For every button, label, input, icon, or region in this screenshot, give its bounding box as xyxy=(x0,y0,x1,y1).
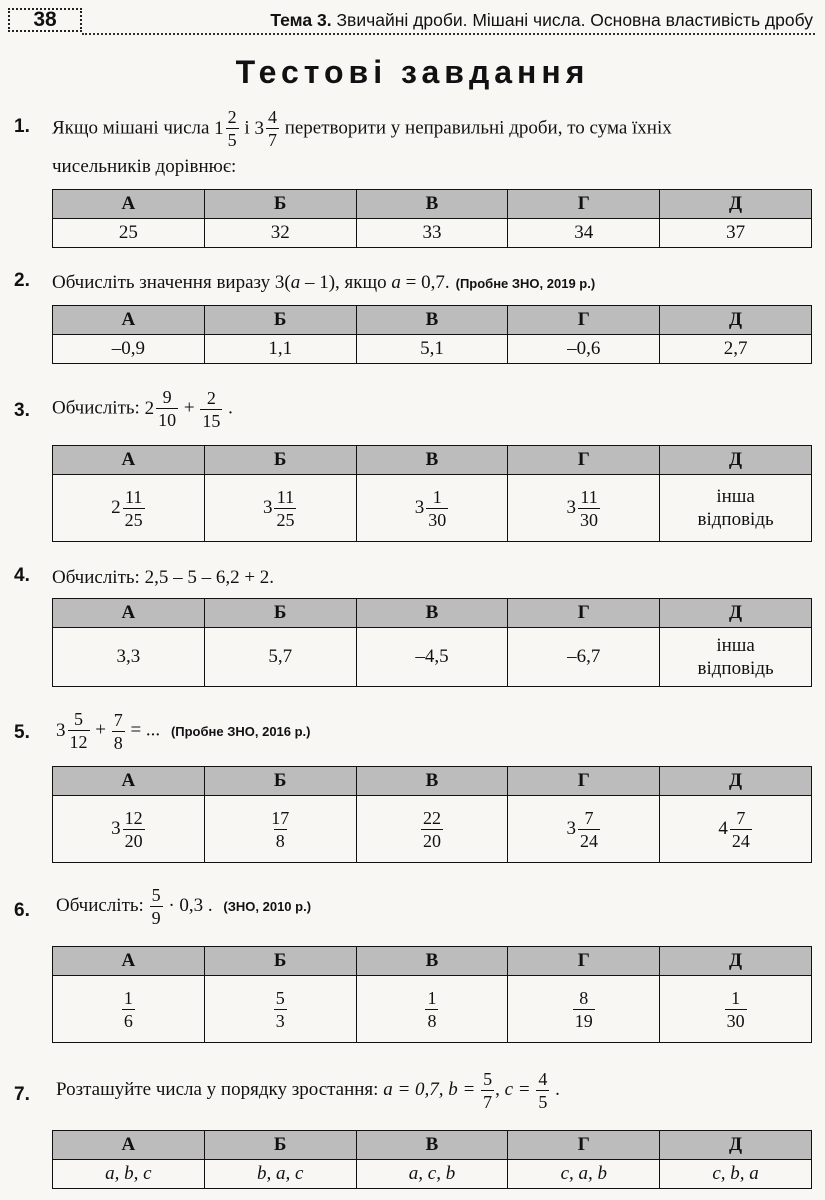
denominator: 20 xyxy=(422,830,441,851)
text-part: Обчисліть значення виразу 3( xyxy=(52,272,291,293)
mixed-number xyxy=(111,809,146,850)
numerator: 1 xyxy=(427,987,437,1008)
option-a: А xyxy=(53,306,205,335)
option-v: В xyxy=(356,1131,508,1160)
text-part: перетворити у неправильні дроби, то сума їхніх xyxy=(284,117,672,139)
answer-table-2 xyxy=(52,305,812,364)
numerator: 5 xyxy=(275,987,285,1008)
answer-v xyxy=(356,796,508,863)
option-b: Б xyxy=(204,190,356,219)
option-d: Д xyxy=(660,1131,812,1160)
denominator: 12 xyxy=(69,732,88,752)
answer-g: 34 xyxy=(508,219,660,248)
other-answer-line1: інша xyxy=(716,486,755,507)
question-text xyxy=(52,108,672,149)
numerator: 12 xyxy=(124,807,143,828)
question-text xyxy=(52,388,233,430)
answer-d xyxy=(660,796,812,863)
topic-prefix: Тема 3. xyxy=(270,10,332,30)
other-answer-line2: відповідь xyxy=(697,658,774,679)
fraction xyxy=(536,1070,549,1111)
option-d: Д xyxy=(660,306,812,335)
text-part: Розташуйте числа у порядку зростання: xyxy=(56,1078,379,1100)
whole-part: 2 xyxy=(111,497,121,518)
answer-v: –4,5 xyxy=(356,628,508,687)
answer-v xyxy=(356,475,508,542)
question-text: Обчисліть: 2,5 – 5 – 6,2 + 2. xyxy=(52,567,275,588)
denominator: 30 xyxy=(428,509,447,530)
numerator: 2 xyxy=(206,387,216,408)
mixed-number xyxy=(254,108,280,149)
denominator: 7 xyxy=(267,130,277,150)
fraction xyxy=(725,989,747,1030)
option-v: В xyxy=(356,306,508,335)
fraction xyxy=(274,989,287,1030)
fraction xyxy=(426,488,448,529)
answer-table-7 xyxy=(52,1130,812,1189)
page-title: Тестові завдання xyxy=(235,54,590,90)
label-c: c = xyxy=(504,1078,531,1100)
answer-d xyxy=(660,976,812,1043)
mixed-number xyxy=(415,488,450,529)
numerator: 22 xyxy=(422,807,441,828)
header-rule xyxy=(82,33,815,35)
answer-g: –6,7 xyxy=(508,628,660,687)
answer-a xyxy=(53,976,205,1043)
answer-g: –0,6 xyxy=(508,335,660,364)
text-part: і xyxy=(244,117,250,139)
fraction xyxy=(425,989,438,1030)
whole-part: 3 xyxy=(566,497,577,518)
denominator: 15 xyxy=(202,410,221,431)
option-g: Г xyxy=(508,947,660,976)
denominator: 20 xyxy=(124,830,143,851)
answer-table-4 xyxy=(52,598,812,687)
numerator: 1 xyxy=(731,987,741,1008)
source-note: (Пробне ЗНО, 2019 р.) xyxy=(455,276,596,291)
whole-part: 3 xyxy=(262,497,273,518)
answer-g xyxy=(508,796,660,863)
text-part: Обчисліть: xyxy=(56,894,144,916)
answer-a: 3,3 xyxy=(53,628,205,687)
numerator: 9 xyxy=(162,387,172,407)
answer-b: 32 xyxy=(204,219,356,248)
answer-a: a, b, c xyxy=(53,1160,205,1189)
option-a: А xyxy=(53,947,205,976)
numerator: 1 xyxy=(123,987,133,1008)
option-a: А xyxy=(53,190,205,219)
denominator: 25 xyxy=(124,509,143,530)
answer-d: c, b, a xyxy=(660,1160,812,1189)
denominator: 10 xyxy=(158,410,177,430)
option-b: Б xyxy=(204,446,356,475)
option-g: Г xyxy=(508,446,660,475)
option-b: Б xyxy=(204,767,356,796)
answer-b xyxy=(204,475,356,542)
period: . xyxy=(228,397,233,419)
mixed-number xyxy=(111,488,146,529)
option-g: Г xyxy=(508,599,660,628)
variable: a xyxy=(290,272,301,293)
mixed-number xyxy=(718,809,753,850)
fraction xyxy=(200,389,222,430)
question-number: 2. xyxy=(14,270,30,291)
option-v: В xyxy=(356,190,508,219)
answer-v: 33 xyxy=(356,219,508,248)
question-number: 6. xyxy=(14,900,30,921)
whole-part: 3 xyxy=(414,497,425,518)
fraction xyxy=(112,711,125,752)
numerator: 11 xyxy=(580,486,598,507)
text-part: Обчисліть: xyxy=(52,397,140,419)
numerator: 7 xyxy=(113,709,123,730)
numerator: 1 xyxy=(432,486,442,507)
answer-d: 2,7 xyxy=(660,335,812,364)
whole-part: 3 xyxy=(566,818,577,839)
answer-b xyxy=(204,796,356,863)
numerator: 5 xyxy=(151,885,161,905)
question-text xyxy=(56,886,311,927)
fraction xyxy=(481,1070,494,1111)
period: . xyxy=(555,1078,560,1100)
denominator: 7 xyxy=(483,1092,493,1112)
text-part: – 1), якщо xyxy=(300,272,392,293)
question-text xyxy=(56,710,311,752)
option-a: А xyxy=(53,767,205,796)
fraction xyxy=(266,108,279,149)
answer-b: b, a, c xyxy=(204,1160,356,1189)
question-text: Розташуйте числа у порядку зростання: a = 0,7, b = $\frac{5}{7}$ , c = $\frac{4}{5}$ . xyxy=(56,1069,560,1112)
fraction xyxy=(226,108,239,149)
numerator: 7 xyxy=(736,807,746,828)
option-g: Г xyxy=(508,306,660,335)
answer-g xyxy=(508,976,660,1043)
fraction xyxy=(156,388,178,429)
fraction xyxy=(578,809,600,850)
numerator: 11 xyxy=(124,486,143,507)
denominator: 24 xyxy=(580,830,599,851)
answer-table-1 xyxy=(52,189,812,248)
topic-title xyxy=(270,10,813,31)
whole-part: 3 xyxy=(56,719,66,741)
answer-a: 25 xyxy=(53,219,205,248)
label-b: b = xyxy=(448,1078,476,1100)
question-text xyxy=(52,270,595,297)
question-number: 3. xyxy=(14,400,30,421)
source-note: (ЗНО, 2010 р.) xyxy=(223,898,312,914)
denominator: 5 xyxy=(227,130,237,150)
operator: + xyxy=(95,719,106,741)
option-v: В xyxy=(356,947,508,976)
numerator: 5 xyxy=(74,709,83,729)
whole-part: 3 xyxy=(111,818,121,839)
answer-d xyxy=(660,475,812,542)
answer-table-5 xyxy=(52,766,812,863)
text-part: Якщо мішані числа xyxy=(52,117,210,139)
whole-part: 4 xyxy=(718,818,728,839)
answer-v: 5,1 xyxy=(356,335,508,364)
variable: a xyxy=(391,272,401,293)
mixed-number xyxy=(56,710,91,751)
answer-b: 5,7 xyxy=(204,628,356,687)
fraction xyxy=(578,488,600,529)
denominator: 8 xyxy=(113,732,123,753)
fraction xyxy=(421,809,443,850)
numerator: 4 xyxy=(267,107,277,127)
answer-b xyxy=(204,976,356,1043)
fraction xyxy=(68,710,90,751)
question-number: 4. xyxy=(14,565,30,586)
denominator: 30 xyxy=(726,1010,745,1031)
numerator: 7 xyxy=(584,807,594,828)
answer-a: –0,9 xyxy=(53,335,205,364)
question-number: 7. xyxy=(14,1084,30,1105)
fraction xyxy=(573,989,595,1030)
answer-d xyxy=(660,628,812,687)
value-a: a = 0,7, xyxy=(383,1078,444,1100)
numerator: 11 xyxy=(276,486,295,507)
answer-g xyxy=(508,475,660,542)
option-a: А xyxy=(53,446,205,475)
option-b: Б xyxy=(204,947,356,976)
mixed-number xyxy=(567,809,602,850)
denominator: 8 xyxy=(427,1010,437,1031)
option-d: Д xyxy=(660,446,812,475)
answer-a xyxy=(53,475,205,542)
denominator: 24 xyxy=(731,830,750,851)
text-part: = 0,7. xyxy=(400,272,450,293)
fraction xyxy=(150,886,163,927)
answer-v: a, c, b xyxy=(356,1160,508,1189)
mixed-number xyxy=(145,388,180,429)
option-d: Д xyxy=(660,767,812,796)
question-number: 1. xyxy=(14,116,30,137)
answer-d: 37 xyxy=(660,219,812,248)
option-b: Б xyxy=(204,599,356,628)
numerator: 4 xyxy=(538,1069,548,1089)
source-note: (Пробне ЗНО, 2016 р.) xyxy=(170,723,311,739)
fraction xyxy=(123,809,145,850)
denominator: 5 xyxy=(538,1092,548,1112)
answer-a xyxy=(53,796,205,863)
question-number: 5. xyxy=(14,722,30,743)
fraction xyxy=(122,989,135,1030)
numerator: 17 xyxy=(271,807,290,828)
option-g: Г xyxy=(508,190,660,219)
option-g: Г xyxy=(508,767,660,796)
denominator: 8 xyxy=(275,830,285,851)
denominator: 19 xyxy=(574,1010,593,1031)
option-v: В xyxy=(356,446,508,475)
answer-table-6 xyxy=(52,946,812,1043)
option-v: В xyxy=(356,767,508,796)
option-d: Д xyxy=(660,947,812,976)
denominator: 30 xyxy=(580,509,599,530)
other-answer-line1: інша xyxy=(716,635,755,656)
option-v: В xyxy=(356,599,508,628)
whole-part: 2 xyxy=(144,397,155,419)
other-answer-line2: відповідь xyxy=(697,509,774,530)
question-text-line2: чисельників дорівнює: xyxy=(52,156,237,177)
mixed-number xyxy=(263,488,298,529)
mixed-number xyxy=(214,108,240,149)
fraction xyxy=(274,488,296,529)
option-b: Б xyxy=(204,306,356,335)
page-header xyxy=(0,0,825,38)
numerator: 2 xyxy=(227,107,237,127)
answer-v xyxy=(356,976,508,1043)
mixed-number xyxy=(567,488,602,529)
denominator: 3 xyxy=(275,1010,285,1031)
option-b: Б xyxy=(204,1131,356,1160)
operator: + xyxy=(183,397,195,419)
answer-table-3 xyxy=(52,445,812,542)
denominator: 6 xyxy=(123,1010,133,1031)
fraction xyxy=(269,809,291,850)
topic-name: Звичайні дроби. Мішані числа. Основна властивість дробу xyxy=(331,10,813,30)
option-d: Д xyxy=(660,190,812,219)
denominator: 9 xyxy=(151,908,161,928)
text-part: · 0,3 . xyxy=(168,894,213,916)
denominator: 25 xyxy=(276,509,295,530)
option-g: Г xyxy=(508,1131,660,1160)
numerator: 5 xyxy=(483,1069,493,1089)
whole-part: 3 xyxy=(254,117,264,139)
option-a: А xyxy=(53,1131,205,1160)
equals-ellipsis: = ... xyxy=(130,719,161,741)
whole-part: 1 xyxy=(214,117,224,139)
fraction xyxy=(123,488,145,529)
page-number: 38 xyxy=(8,8,82,32)
option-a: А xyxy=(53,599,205,628)
answer-b: 1,1 xyxy=(204,335,356,364)
option-d: Д xyxy=(660,599,812,628)
answer-g: c, a, b xyxy=(508,1160,660,1189)
fraction xyxy=(730,809,752,850)
numerator: 8 xyxy=(579,987,589,1008)
